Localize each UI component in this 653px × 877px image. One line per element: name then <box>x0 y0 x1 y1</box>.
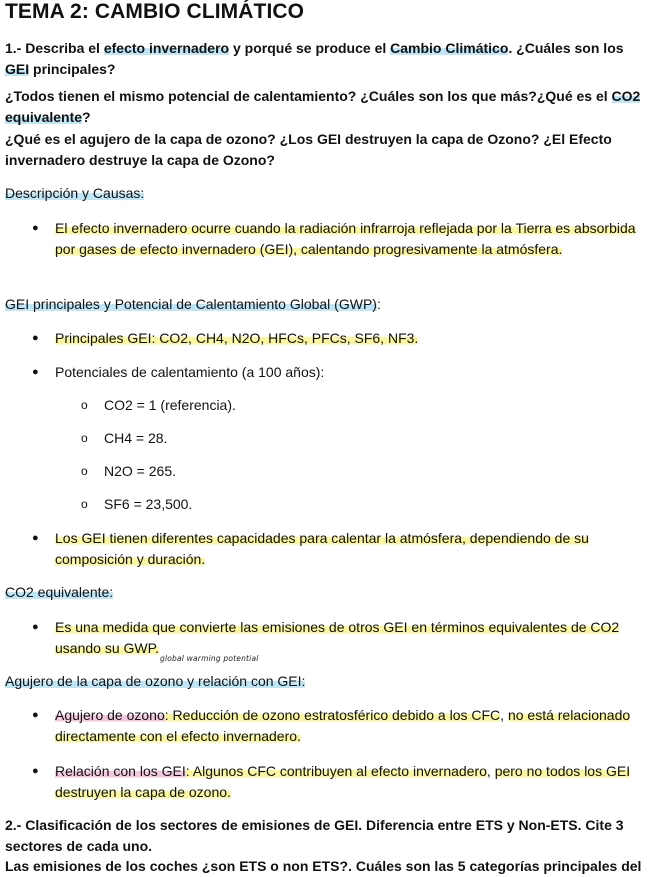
highlight-co2-equivalente: CO2 equivalente <box>5 88 641 125</box>
section-heading-ozono: Agujero de la capa de ozono y relación con GEI: <box>5 673 306 689</box>
bullet-icon: ● <box>32 222 39 234</box>
list-item-potenciales: Potenciales de calentamiento (a 100 años): <box>55 364 325 380</box>
list-item-descripcion: El efecto invernadero ocurre cuando la radiación infrarroja reflejada por la Tierra es absorbida por gases de efecto invernadero (GEI), calentando progresivamente la atmósfera. <box>55 220 636 257</box>
question-2-part-b: Las emisiones de los coches ¿son ETS o non ETS?. Cuáles son las 5 categorías principales del <box>5 858 642 874</box>
gwp-item: SF6 = 23,500. <box>104 496 193 512</box>
gwp-item: CO2 = 1 (referencia). <box>104 397 236 413</box>
sub-bullet-icon: o <box>81 398 88 412</box>
question-1: 1.- Describa el efecto invernadero y porqué se produce el Cambio Climático. ¿Cuáles son los GEI principales? <box>5 40 624 77</box>
list-item-capacidades: Los GEI tienen diferentes capacidades para calentar la atmósfera, dependiendo de su composición y duración. <box>55 530 589 567</box>
handwritten-note: global warming potential <box>160 654 259 663</box>
gwp-item: CH4 = 28. <box>104 430 168 446</box>
bullet-icon: ● <box>32 366 39 378</box>
question-2: 2.- Clasificación de los sectores de emisiones de GEI. Diferencia entre ETS y Non-ETS. Cite 3 sectores de cada uno. <box>5 817 624 854</box>
sub-bullet-icon: o <box>81 464 88 478</box>
bullet-icon: ● <box>32 709 39 721</box>
question-1-part-c: ¿Qué es el agujero de la capa de ozono? ¿Los GEI destruyen la capa de Ozono? ¿El Efecto invernadero destruye la capa de Ozono? <box>5 131 612 168</box>
section-heading-descripcion: Descripción y Causas: <box>5 185 145 201</box>
bullet-icon: ● <box>32 332 39 344</box>
list-item-co2: Es una medida que convierte las emisiones de otros GEI en términos equivalentes de CO2 usando su GWP. <box>55 619 620 656</box>
highlight-efecto-invernadero: efecto invernadero <box>103 40 230 56</box>
list-item-relacion: Relación con los GEI: Algunos CFC contribuyen al efecto invernadero, pero no todos los GEI destruyen la capa de ozono. <box>55 763 631 800</box>
list-item-agujero: Agujero de ozono: Reducción de ozono estratosférico debido a los CFC, no está relacionado directamente con el efecto invernadero. <box>55 707 631 744</box>
sub-bullet-icon: o <box>81 431 88 445</box>
bullet-icon: ● <box>32 765 39 777</box>
bullet-icon: ● <box>32 621 39 633</box>
question-1-part-b: ¿Todos tienen el mismo potencial de calentamiento? ¿Cuáles son los que más?¿Qué es el CO2 equivalente? <box>5 88 641 125</box>
page-title: TEMA 2: CAMBIO CLIMÁTICO <box>5 0 305 23</box>
highlight-gei: GEI <box>5 61 30 77</box>
section-heading-co2: CO2 equivalente: <box>5 584 114 600</box>
highlight-cambio-climatico: Cambio Climático <box>390 40 509 56</box>
section-heading-gei: GEI principales y Potencial de Calentamiento Global (GWP): <box>5 296 381 312</box>
bullet-icon: ● <box>32 532 39 544</box>
gwp-item: N2O = 265. <box>104 463 176 479</box>
list-item-principales-gei: Principales GEI: CO2, CH4, N2O, HFCs, PFCs, SF6, NF3. <box>55 330 419 346</box>
sub-bullet-icon: o <box>81 497 88 511</box>
